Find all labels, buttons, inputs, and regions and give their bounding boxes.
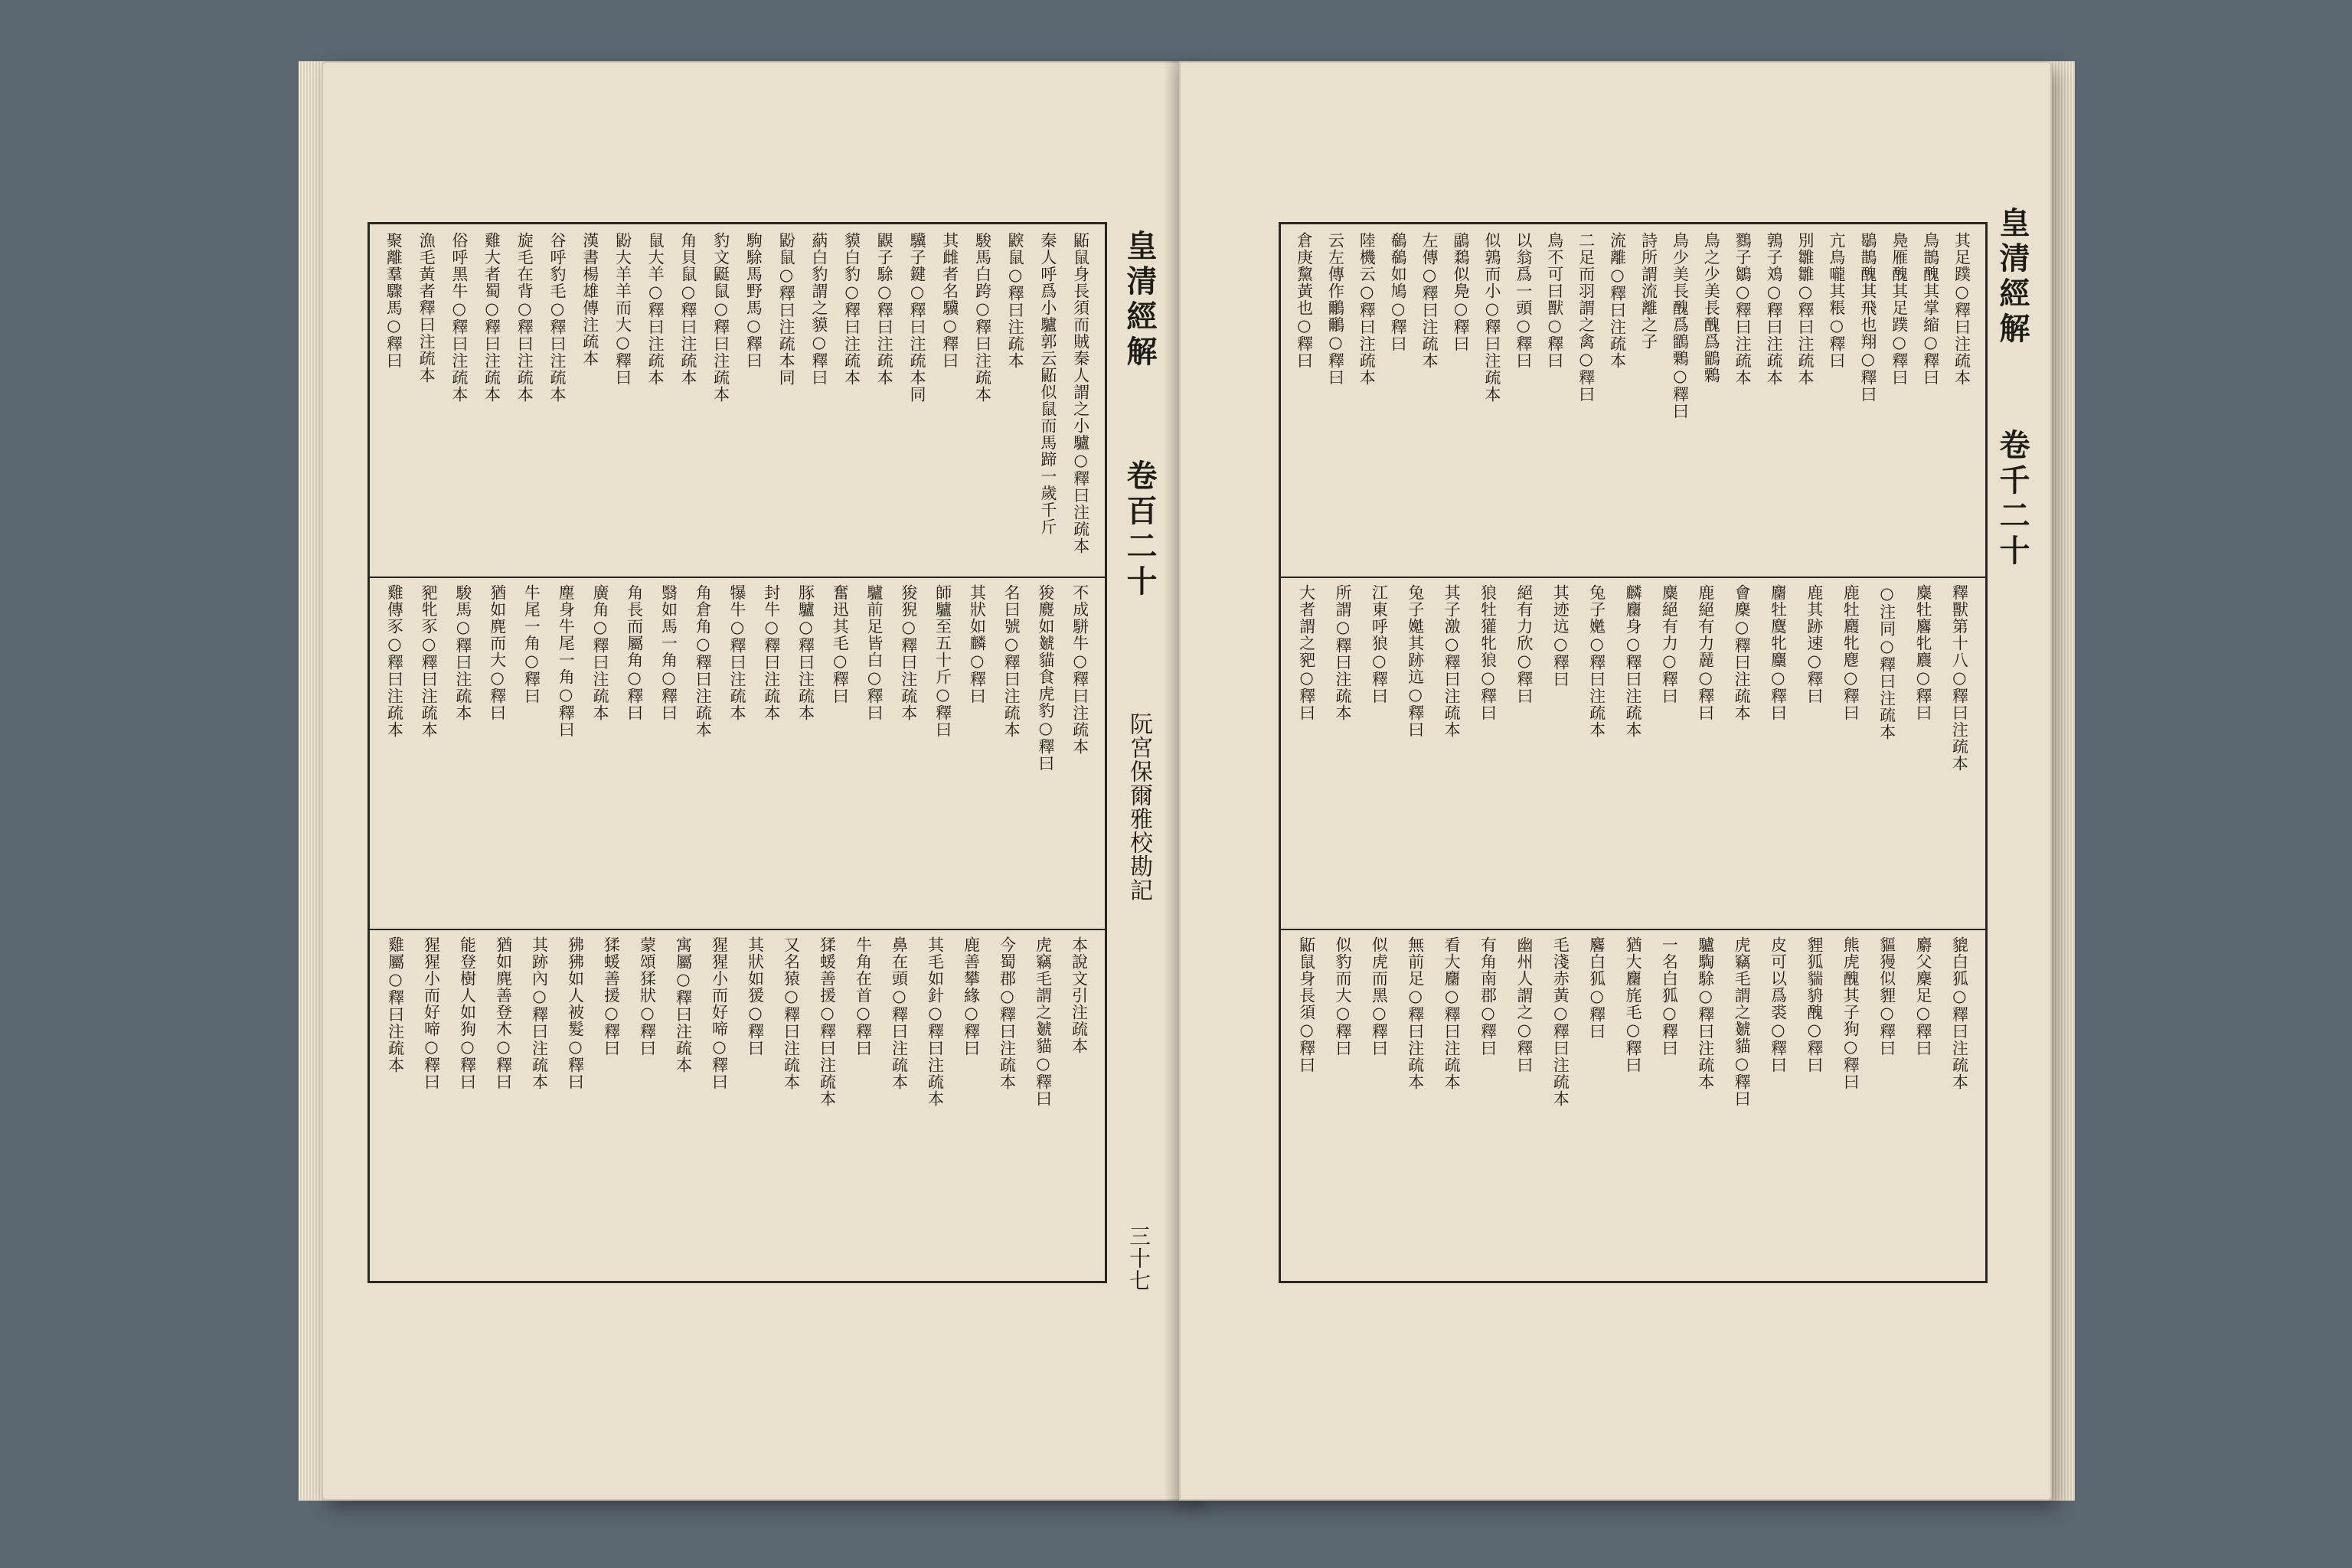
left-page (322, 61, 1194, 1501)
right-page (1179, 61, 2052, 1501)
right-top-column: 鳥鵲醜其掌縮○釋曰 (1921, 232, 1940, 386)
left-bottom-column: 狒狒如人被髮○釋曰 (566, 936, 585, 1090)
left-middle-column: 豝牝豕○釋曰注疏本 (420, 584, 439, 738)
right-middle-column: 絕有力欣○釋曰 (1514, 584, 1534, 704)
right-middle-column: 釋獸第十八○釋曰注疏本 (1950, 584, 1969, 772)
right-middle-column: 麕牡麌牝麜○釋曰 (1769, 584, 1788, 721)
right-bottom-column: 貔白狐○釋曰注疏本 (1950, 936, 1969, 1090)
left-top-column: 谷呼豹毛○釋曰注疏本 (548, 232, 567, 403)
right-bottom-column: 幽州人謂之○釋曰 (1514, 936, 1534, 1073)
left-top-column: 俗呼黑牛○釋曰注疏本 (449, 232, 469, 403)
left-bottom-column: 猱蝯善援○釋曰注疏本 (818, 936, 837, 1107)
right-middle-column: 其迹迒○釋曰 (1551, 584, 1570, 688)
right-middle-column: 鹿其跡速○釋曰 (1805, 584, 1824, 704)
right-top-column: 詩所謂流離之子 (1639, 232, 1658, 350)
right-bottom-column: 麝父麇足○釋曰 (1913, 936, 1932, 1057)
right-middle-column: 狼牡獾牝狼○釋曰 (1478, 584, 1498, 721)
right-bottom-column: 皮可以爲裘○釋曰 (1769, 936, 1788, 1073)
right-bottom-column: 猶大麕旄毛○釋曰 (1624, 936, 1642, 1073)
left-middle-column: 塵身牛尾一角○釋曰 (557, 584, 576, 738)
right-top-column: 左傳○釋曰注疏本 (1420, 232, 1439, 369)
right-bottom-column: 無前足○釋曰注疏本 (1406, 936, 1425, 1090)
left-middle-column: 不成駢牛○釋曰注疏本 (1070, 584, 1089, 755)
left-middle-column: 犦牛○釋曰注疏本 (728, 584, 746, 721)
left-top-column: 角貝鼠○釋曰注疏本 (678, 232, 697, 386)
left-middle-column: 猶如麂而大○釋曰 (488, 584, 507, 721)
left-middle-column: 師驢至五十斤○釋曰 (933, 584, 952, 738)
left-middle-column: 狻麑如虦貓食虎豹○釋曰 (1036, 584, 1055, 772)
right-top-column: 云左傳作鸍鸍○釋曰 (1326, 232, 1345, 386)
left-top-column: 鼢大羊羊而大○釋曰 (613, 232, 632, 386)
right-middle-column: 兔子嬔其跡迒○釋曰 (1406, 584, 1425, 738)
right-top-column: 亢鳥嚨其粻○釋曰 (1827, 232, 1846, 369)
right-middle-column: 鹿絕有力麉○釋曰 (1696, 584, 1715, 721)
right-middle-column: 所謂○釋曰注疏本 (1334, 584, 1353, 721)
right-bottom-column: 麔白狐○釋曰 (1587, 936, 1606, 1040)
right-top-column: 流離○釋曰注疏本 (1608, 232, 1627, 369)
right-middle-column: 大者謂之豝○釋曰 (1297, 584, 1316, 721)
right-bottom-column: 驢騊駼○釋曰注疏本 (1696, 936, 1715, 1090)
left-bottom-column: 牛角在首○釋曰 (854, 936, 873, 1057)
left-header-section: 卷百二十 (1122, 459, 1158, 600)
left-middle-column: 廣角○釋曰注疏本 (590, 584, 609, 721)
right-bottom-column: 有角南郡○釋曰 (1478, 936, 1498, 1057)
left-top-column: 鼢鼠○釋曰注疏本同 (777, 232, 796, 386)
left-middle-column: 驢前足皆白○釋曰 (865, 584, 884, 721)
left-middle-column: 狻猊○釋曰注疏本 (899, 584, 918, 721)
left-top-column: 漁毛黃者釋曰注疏本 (417, 232, 436, 384)
right-bottom-column: 似豹而大○釋曰 (1334, 936, 1353, 1057)
left-bottom-column: 寓屬○釋曰注疏本 (674, 936, 693, 1073)
right-header-title: 皇清經解 (1994, 207, 2030, 348)
right-top-column: 似鶉而小○釋曰注疏本 (1482, 232, 1501, 403)
right-middle-column: 鹿牡麚牝麀○釋曰 (1841, 584, 1860, 721)
right-top-column: 鶡鵲醜其飛也翔○釋曰 (1858, 232, 1877, 403)
left-band-divider-1 (370, 577, 1105, 578)
right-top-column: 二足而羽謂之禽○釋曰 (1576, 232, 1596, 403)
right-top-column: 其足蹼○釋曰注疏本 (1952, 232, 1971, 386)
right-bottom-column: 毛淺赤黃○釋曰注疏本 (1551, 936, 1570, 1107)
left-middle-column: 雞傳豕○釋曰注疏本 (385, 584, 404, 738)
left-middle-column: 角長而屬角○釋曰 (625, 584, 644, 721)
right-bottom-column: 貍狐貒貈醜○釋曰 (1805, 936, 1824, 1073)
left-top-column: 鼵鼠○釋曰注疏本 (1006, 232, 1025, 369)
right-top-column: 鳥不可曰獸○釋曰 (1545, 232, 1564, 369)
left-top-column: 駒駼馬野馬○釋曰 (744, 232, 763, 369)
right-middle-column: 會麇○釋曰注疏本 (1733, 584, 1752, 721)
left-band-divider-2 (370, 929, 1105, 930)
left-top-column: 聚離羣驟馬○釋曰 (384, 232, 403, 369)
left-bottom-column: 今蜀郡○釋曰注疏本 (998, 936, 1017, 1090)
left-text-frame (368, 222, 1107, 1283)
left-top-column: 駿馬白跨○釋曰注疏本 (973, 232, 992, 403)
right-top-column: 陸機云○釋曰注疏本 (1357, 232, 1377, 386)
right-top-column: 鳥之少美長醜爲鶹鷅 (1702, 232, 1721, 384)
right-middle-column: 兔子嬎○釋曰注疏本 (1587, 584, 1606, 738)
left-middle-column: 牛尾一角○釋曰 (522, 584, 541, 704)
left-top-column: 漢書楊雄傳注疏本 (580, 232, 599, 367)
left-bottom-column: 虎竊毛謂之虦貓○釋曰 (1034, 936, 1053, 1107)
right-bottom-column: 虎竊毛謂之虦貓○釋曰 (1733, 936, 1752, 1107)
right-bottom-column: 似虎而黑○釋曰 (1370, 936, 1389, 1057)
left-bottom-column: 能登樹人如狗○釋曰 (458, 936, 477, 1090)
left-top-column: 鼳子駼○釋曰注疏本 (875, 232, 894, 386)
right-top-column: 鶝鶔似鳧○釋曰 (1452, 232, 1470, 352)
left-bottom-column: 猶如麂善登木○釋曰 (494, 936, 513, 1090)
right-text-frame (1279, 222, 1988, 1283)
left-bottom-column: 其狀如猨○釋曰 (746, 936, 765, 1057)
left-bottom-column: 其跡內○釋曰注疏本 (530, 936, 549, 1090)
right-bottom-column: 看大麕○釋曰注疏本 (1442, 936, 1462, 1090)
open-book (322, 61, 2052, 1516)
left-middle-column: 豚驢○釋曰注疏本 (796, 584, 815, 721)
left-middle-column: 其狀如麟○釋曰 (968, 584, 987, 704)
left-bottom-column: 又名猿○釋曰注疏本 (782, 936, 801, 1090)
left-bottom-column: 鹿善攀緣○釋曰 (962, 936, 981, 1057)
left-middle-column: 名曰號○釋曰注疏本 (1002, 584, 1021, 738)
right-top-column: 倉庚黧黃也○釋曰 (1295, 232, 1314, 369)
right-top-column: 鵗鵗如鳩○釋曰 (1389, 232, 1408, 352)
right-middle-column: 其子激○釋曰注疏本 (1442, 584, 1462, 738)
right-middle-column: 麟麕身○釋曰注疏本 (1624, 584, 1642, 738)
left-top-column: 鼠大羊○釋曰注疏本 (646, 232, 665, 386)
right-top-column: 鷚子鶵○釋曰注疏本 (1733, 232, 1753, 386)
left-top-column: 旋毛在背○釋曰注疏本 (515, 232, 534, 403)
left-top-column: 豹文鼮鼠○釋曰注疏本 (711, 232, 730, 403)
left-top-column: 鼫鼠身長須而賊秦人謂之小驢○釋曰注疏本 (1071, 232, 1090, 554)
left-bottom-column: 本說文引注疏本 (1070, 936, 1089, 1054)
left-bottom-column: 蒙頌猱狀○釋曰 (638, 936, 657, 1057)
left-bottom-column: 其毛如針○釋曰注疏本 (926, 936, 945, 1107)
left-middle-column: 奮迅其毛○釋曰 (831, 584, 850, 704)
right-top-column: 別雛雛○釋曰注疏本 (1796, 232, 1815, 386)
right-header-section: 卷千二十 (1994, 429, 2030, 570)
left-bottom-column: 雞屬○釋曰注疏本 (386, 936, 405, 1073)
right-middle-column: ○注同○釋曰注疏本 (1877, 584, 1896, 740)
left-bottom-column: 猱蝯善援○釋曰 (602, 936, 621, 1057)
right-bottom-column: 鼫鼠身長須○釋曰 (1297, 936, 1316, 1073)
left-header-title: 皇清經解 (1122, 230, 1158, 371)
left-middle-column: 駿馬○釋曰注疏本 (453, 584, 472, 721)
right-bottom-column: 貙獌似貍○釋曰 (1877, 936, 1896, 1057)
left-top-column: 雞大者蜀○釋曰注疏本 (482, 232, 501, 403)
right-middle-column: 麋牡麔牝麎○釋曰 (1913, 584, 1932, 721)
right-middle-column: 麋絕有力○釋曰 (1660, 584, 1679, 704)
right-top-column: 鳧雁醜其足蹼○釋曰 (1890, 232, 1909, 386)
left-middle-column: 封牛○釋曰注疏本 (762, 584, 781, 721)
right-bottom-column: 一名白狐○釋曰 (1660, 936, 1679, 1057)
left-top-column: 蒳白豹謂之貘○釋曰 (809, 232, 828, 386)
right-band-divider-2 (1281, 929, 1985, 930)
left-top-column: 驥子鍵○釋曰注疏本同 (908, 232, 926, 403)
left-top-column: 其雌者名驥○釋曰 (940, 232, 959, 369)
right-top-column: 以翁爲一頭○釋曰 (1514, 232, 1533, 369)
left-middle-column: 角倉角○釋曰注疏本 (694, 584, 713, 738)
right-top-column: 鳥少美長醜爲鶹鷅○釋曰 (1671, 232, 1690, 420)
left-middle-column: 翳如馬一角○釋曰 (659, 584, 678, 721)
left-bottom-column: 猩猩小而好啼○釋曰 (422, 936, 441, 1090)
right-bottom-column: 熊虎醜其子狗○釋曰 (1841, 936, 1860, 1090)
left-colophon: 阮宮保爾雅校勘記 (1125, 712, 1152, 902)
right-top-column: 鶉子鳼○釋曰注疏本 (1765, 232, 1784, 386)
left-bottom-column: 鼻在頭○釋曰注疏本 (890, 936, 909, 1090)
left-bottom-column: 猩猩小而好啼○釋曰 (710, 936, 729, 1090)
left-page-number: 三十七 (1126, 1225, 1152, 1292)
left-top-column: 貘白豹○釋曰注疏本 (842, 232, 861, 386)
left-top-column: 秦人呼爲小驢郭云鼫似鼠而馬蹄一歲千斤 (1038, 232, 1057, 535)
right-band-divider-1 (1281, 577, 1985, 578)
right-middle-column: 江東呼狼○釋曰 (1370, 584, 1389, 704)
